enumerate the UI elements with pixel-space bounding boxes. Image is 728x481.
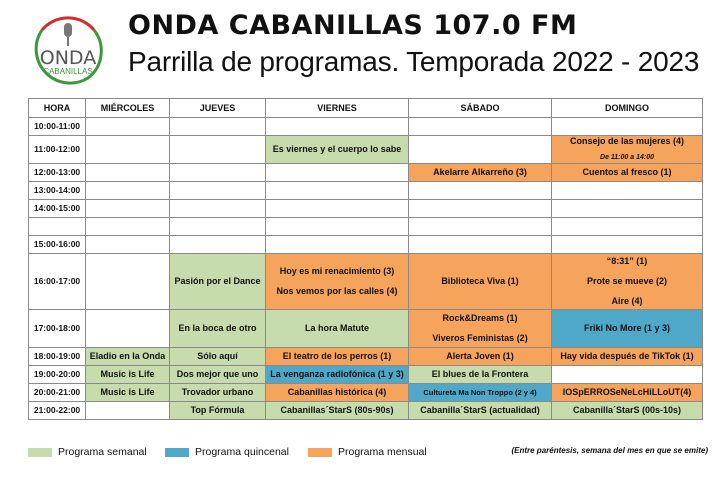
program-cell (170, 218, 266, 236)
program-name: Akelarre Alkarreño (3) (433, 167, 527, 177)
program-name: Prote se mueve (2) (586, 276, 668, 286)
page-subtitle: Parrilla de programas. Temporada 2022 - 2023 (128, 46, 700, 77)
program-cell (266, 236, 409, 254)
table-row (29, 348, 703, 366)
microphone-icon (64, 23, 72, 46)
legend-swatch-quincenal (165, 448, 189, 457)
program-name: Pasión por el Dance (174, 276, 261, 286)
program-name: Friki No More (1 y 3) (583, 323, 671, 333)
program-name: Rock&Dreams (1) (442, 313, 518, 323)
program-name: Hoy es mi renacimiento (3) (279, 266, 395, 276)
program-cell (409, 366, 552, 384)
table-row (29, 164, 703, 182)
legend-item-semanal (28, 444, 147, 460)
program-cell (86, 118, 170, 136)
program-name: Sólo aquí (197, 351, 238, 361)
program-name: Eladio en la Onda (89, 351, 166, 361)
program-cell (170, 366, 266, 384)
program-cell (266, 384, 409, 402)
program-name: Cuentos al fresco (1) (582, 167, 672, 177)
program-cell (552, 384, 703, 402)
program-name: Nos vemos por las calles (4) (276, 286, 398, 296)
hour-cell: 20:00-21:00 (29, 384, 86, 402)
program-cell (409, 200, 552, 218)
table-row (29, 182, 703, 200)
col-header-domingo: DOMINGO (552, 99, 703, 118)
program-name: Music is Life (100, 369, 155, 379)
hour-cell: 13:00-14:00 (29, 182, 86, 200)
program-cell (266, 164, 409, 182)
table-row (29, 402, 703, 420)
program-name: Consejo de las mujeres (4) (569, 136, 685, 146)
logo-sub: CABANILLAS (43, 67, 93, 76)
program-cell (170, 136, 266, 164)
hour-cell: 21:00-22:00 (29, 402, 86, 420)
table-row (29, 384, 703, 402)
program-cell (409, 118, 552, 136)
hour-cell: 19:00-20:00 (29, 366, 86, 384)
hour-cell: 18:00-19:00 (29, 348, 86, 366)
page-title: ONDA CABANILLAS 107.0 FM (128, 10, 578, 41)
table-row (29, 218, 703, 236)
program-cell (552, 200, 703, 218)
program-cell (86, 136, 170, 164)
legend-item-mensual (308, 444, 427, 460)
program-cell (86, 200, 170, 218)
program-cell (170, 200, 266, 218)
table-row (29, 200, 703, 218)
table-row (29, 118, 703, 136)
program-name: lOSpERROSeNeLcHiLLoUT(4) (562, 387, 692, 397)
legend-label-quincenal: Programa quincenal (195, 446, 289, 458)
program-cell (409, 402, 552, 420)
program-cell (86, 310, 170, 348)
program-name: Cabanilla´StarS (actualidad) (420, 405, 540, 415)
program-name: El blues de la Frontera (431, 369, 529, 379)
program-cell (86, 218, 170, 236)
program-name: Cabanillas´StarS (80s-90s) (280, 405, 394, 415)
program-name: En la boca de otro (178, 323, 257, 333)
program-time-note: De 11:00 a 14:00 (600, 154, 654, 161)
col-header-sabado: SÁBADO (409, 99, 552, 118)
table-row (29, 310, 703, 348)
program-name: Trovador urbano (181, 387, 254, 397)
program-cell (170, 118, 266, 136)
col-header-hora: HORA (29, 99, 86, 118)
program-cell (552, 136, 703, 164)
program-name: Music is Life (100, 387, 155, 397)
program-name: Cultureta Ma Non Troppo (2 y 4) (423, 388, 537, 397)
program-cell (409, 384, 552, 402)
program-cell (86, 164, 170, 182)
program-cell (552, 402, 703, 420)
program-cell (86, 254, 170, 310)
table-row (29, 366, 703, 384)
hour-cell: 11:00-12:00 (29, 136, 86, 164)
col-header-viernes: VIERNES (266, 99, 409, 118)
program-cell (409, 254, 552, 310)
program-cell (409, 236, 552, 254)
program-cell (86, 182, 170, 200)
program-cell (552, 348, 703, 366)
program-cell (266, 348, 409, 366)
program-name: La hora Matute (304, 323, 369, 333)
program-cell (266, 118, 409, 136)
table-row (29, 254, 703, 310)
program-name: Aire (4) (611, 296, 643, 306)
program-cell (409, 164, 552, 182)
col-header-jueves: JUEVES (170, 99, 266, 118)
legend-note: (Entre paréntesis, semana del mes en que se emite) (511, 446, 708, 455)
hour-cell: 16:00-17:00 (29, 254, 86, 310)
header-row (29, 99, 703, 118)
program-cell (170, 164, 266, 182)
program-cell (552, 218, 703, 236)
program-cell (266, 254, 409, 310)
program-name: “8:31” (1) (606, 256, 648, 266)
table-row (29, 236, 703, 254)
hour-cell: 10:00-11:00 (29, 118, 86, 136)
program-cell (170, 402, 266, 420)
program-cell (409, 136, 552, 164)
program-cell (552, 366, 703, 384)
hour-cell (29, 218, 86, 236)
program-cell (266, 182, 409, 200)
program-cell (552, 310, 703, 348)
program-cell (552, 254, 703, 310)
program-cell (86, 402, 170, 420)
legend (28, 444, 708, 464)
program-cell (266, 200, 409, 218)
program-name: Cabanillas histórica (4) (287, 387, 387, 397)
program-name: Es viernes y el cuerpo lo sabe (272, 144, 402, 154)
program-cell (552, 236, 703, 254)
program-name: La venganza radiofónica (1 y 3) (270, 369, 404, 379)
program-name: Hay vida después de TikTok (1) (560, 351, 694, 361)
program-cell (266, 310, 409, 348)
program-cell (409, 310, 552, 348)
program-cell (266, 402, 409, 420)
legend-label-semanal: Programa semanal (58, 446, 147, 458)
program-cell (409, 348, 552, 366)
program-cell (86, 366, 170, 384)
program-cell (170, 384, 266, 402)
program-cell (409, 218, 552, 236)
program-cell (86, 236, 170, 254)
program-name: El teatro de los perros (1) (282, 351, 392, 361)
hour-cell: 15:00-16:00 (29, 236, 86, 254)
program-cell (552, 182, 703, 200)
program-name: Viveros Feministas (2) (432, 333, 528, 343)
program-name: Dos mejor que uno (176, 369, 259, 379)
legend-swatch-semanal (28, 448, 52, 457)
hour-cell: 14:00-15:00 (29, 200, 86, 218)
legend-swatch-mensual (308, 448, 332, 457)
program-cell (170, 236, 266, 254)
program-cell (86, 348, 170, 366)
table-row (29, 136, 703, 164)
program-cell (86, 384, 170, 402)
logo-word: ONDA (39, 47, 97, 69)
program-cell (266, 366, 409, 384)
legend-label-mensual: Programa mensual (338, 446, 427, 458)
program-cell (266, 136, 409, 164)
schedule-table (28, 98, 703, 420)
program-name: Cabanilla´StarS (00s-10s) (572, 405, 682, 415)
col-header-miercoles: MIÉRCOLES (86, 99, 170, 118)
program-name: Biblioteca Viva (1) (441, 276, 519, 286)
hour-cell: 17:00-18:00 (29, 310, 86, 348)
program-cell (409, 182, 552, 200)
program-cell (170, 310, 266, 348)
program-cell (552, 118, 703, 136)
program-cell (266, 218, 409, 236)
legend-item-quincenal (165, 444, 289, 460)
hour-cell: 12:00-13:00 (29, 164, 86, 182)
onda-cabanillas-logo (28, 10, 108, 90)
program-name: Top Fórmula (190, 405, 245, 415)
program-cell (170, 182, 266, 200)
program-cell (170, 348, 266, 366)
program-cell (170, 254, 266, 310)
program-name: Alerta Joven (1) (446, 351, 514, 361)
program-cell (552, 164, 703, 182)
